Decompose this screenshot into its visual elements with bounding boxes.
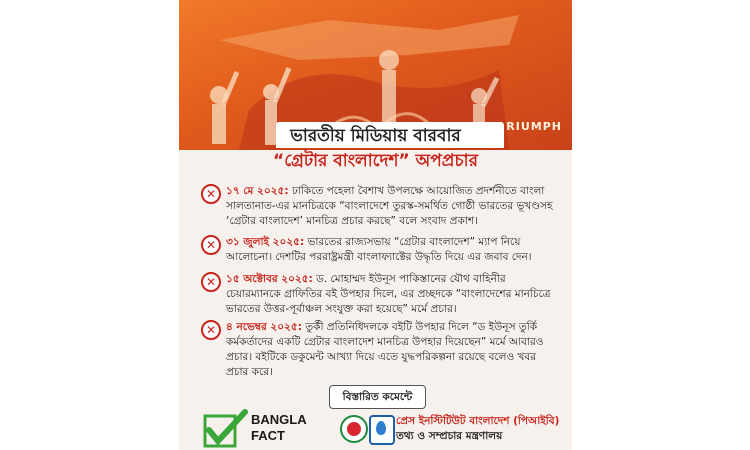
item-date: ৪ নভেম্বর ২০২৫: [226, 321, 302, 333]
item-date: ১৭ মে ২০২৫: [226, 185, 289, 197]
item-date: ১৫ অক্টোবর ২০২৫: [226, 273, 313, 285]
item-text [226, 235, 556, 265]
logo-line1: BANGLA [251, 412, 307, 427]
page-subtitle: “গ্রেটার বাংলাদেশ” অপপ্রচার [273, 151, 478, 171]
item-body: ড. মোহাম্মদ ইউনূস পাকিস্তানের যৌথ বাহিনীর চেয়ারম্যানকে গ্রাফিতির বই উপহার দিলে, এর প্রচ্ছদকে “বাংলাদেশের মানচিত্রে ভারতের উত্তর-পূর্বাঞ্চল সংযুক্ত করা হয়েছে” মর্মে প্রচার। [226, 273, 551, 315]
logo-text [251, 412, 307, 444]
government-seal-icon [340, 415, 368, 443]
footer-org: প্রেস ইনস্টিটিউট বাংলাদেশ (পিআইবি) [396, 415, 560, 427]
item-body: তুর্কী প্রতিনিধিদলকে বইটি উপহার দিলে “ড ইউনূস তুর্কি কর্মকর্তাদের একটি গ্রেটার বাংলাদেশ মানচিত্র উপহার দিয়েছেন” মর্মে আবারও প্রচার। বইটিকে ডকুমেন্ট আখ্যা দিয়ে এতে যুদ্ধপরিকল্পনা রয়েছে বলেও খবর প্রচার করে। [226, 321, 544, 378]
bangla-fact-logo [203, 408, 323, 450]
banner-watermark: RIUMPH [506, 120, 562, 133]
checkmark-icon [203, 408, 249, 450]
item-body: ভারতের রাজ্যসভায় “গ্রেটার বাংলাদেশ” ম্যাপ নিয়ে আলোচনা। দেশটির পররাষ্ট্রমন্ত্রী বাংলাফ্যাক্টের উদ্ধৃতি দিয়ে এর জবাব দেন। [226, 236, 532, 263]
item-text [226, 184, 556, 229]
cross-icon: ✕ [201, 184, 221, 204]
details-in-comments-button[interactable]: বিস্তারিত কমেন্টে [329, 385, 426, 409]
cross-icon: ✕ [201, 235, 221, 255]
footer-credit [396, 414, 566, 444]
page-title: ভারতীয় মিডিয়ায় বারবার [290, 126, 461, 146]
item-text [226, 272, 556, 317]
item-text [226, 320, 556, 380]
poster-card [179, 0, 572, 450]
pib-emblem-icon [369, 415, 395, 445]
item-date: ৩১ জুলাই ২০২৫: [226, 236, 305, 248]
footer-ministry: তথ্য ও সম্প্রচার মন্ত্রণালয় [396, 430, 503, 442]
logo-line2: FACT [251, 428, 285, 443]
item-body: ঢাকিতে পহেলা বৈশাখ উপলক্ষে আয়োজিত প্রদর্শনীতে বাংলা সালতানাত-এর মানচিত্রকে “বাংলাদেশে তুরস্ক-সমর্থিত গোষ্ঠী ভারতের ভূখণ্ডসহ ‘গ্রেটার বাংলাদেশ’ মানচিত্র প্রচার করছে” বলে সংবাদ প্রকাশ। [226, 185, 553, 227]
cross-icon: ✕ [201, 320, 221, 340]
cross-icon: ✕ [201, 272, 221, 292]
